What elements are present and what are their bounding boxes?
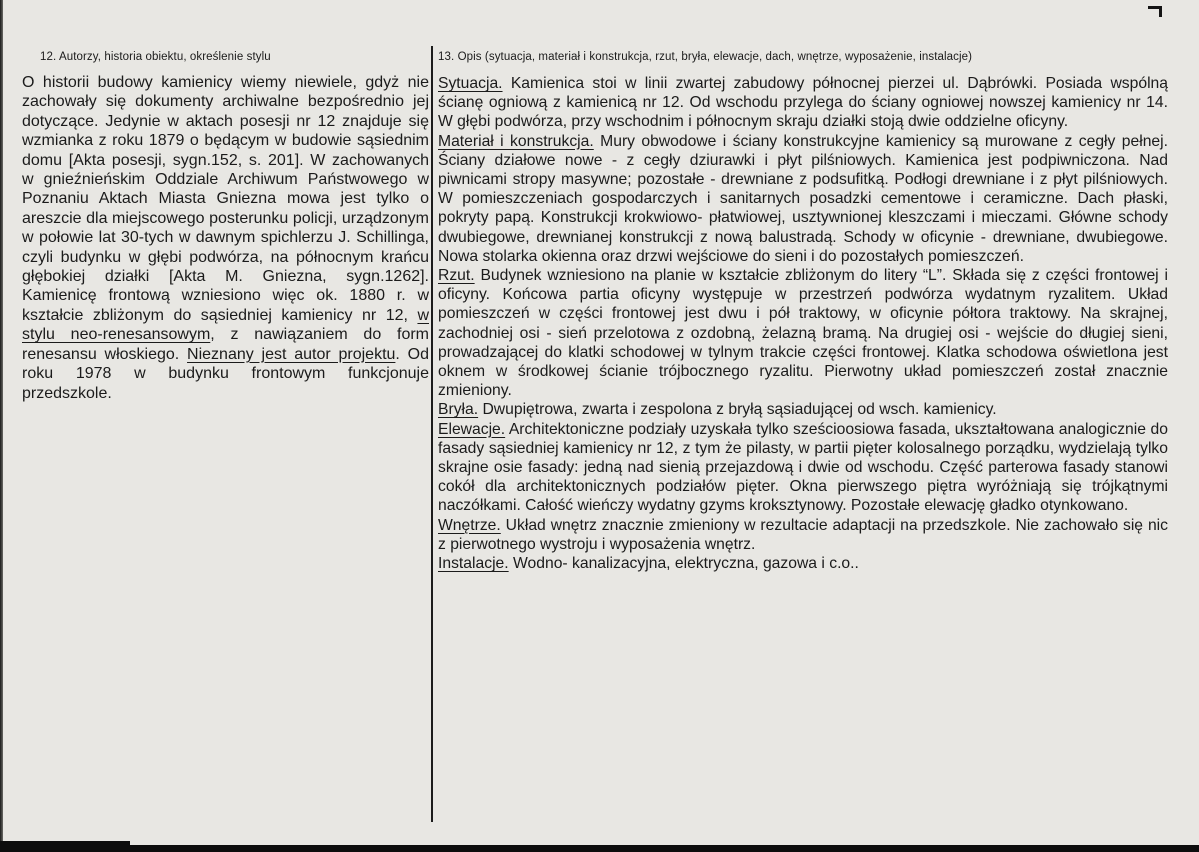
description-section — [438, 74, 1168, 132]
section-text: Architektoniczne podziały uzyskała tylko sześcioosiowa fasada, ukształtowana analogicznie do fasady sąsiedniej kamienicy nr 12, z tym że pilasty, w partii pięter kolosalnego porządku, wydzielają tylko skrajne osie fasady: jedną nad sienią przejazdową i dwie od wschodu. Część parterowa fasady stanowi cokół dla architektonicznych podziałów pięter. Okna pierwszego piętra wyróżniają się trójkątnymi naczółkami. Całość wieńczy wydatny gzyms kroksztynowy. Pozostałe elewację gładko otynkowano. — [438, 420, 1168, 515]
description-section — [438, 132, 1168, 266]
section-label: Wnętrze. — [438, 516, 501, 534]
section-label: Materiał i konstrukcja. — [438, 132, 594, 150]
section-12-header: 12. Autorzy, historia obiektu, określenie stylu — [40, 51, 271, 63]
section-13-header: 13. Opis (sytuacja, materiał i konstrukcja, rzut, bryła, elewacje, dach, wnętrze, wyposażenie, instalacje) — [438, 51, 973, 63]
description-section — [438, 516, 1168, 554]
section-label: Elewacje. — [438, 420, 506, 438]
text-segment: , z nawiązaniem do form renesansu włoskiego. — [22, 326, 430, 363]
section-label: Bryła. — [438, 401, 479, 419]
scan-edge-bottom — [0, 845, 1199, 852]
section-text: Układ wnętrz znacznie zmieniony w rezultacie adaptacji na przedszkole. Nie zachowało się nic z pierwotnego wystroju i wyposażenia wnętrz. — [438, 516, 1168, 553]
scan-edge-bottom-left — [0, 841, 130, 852]
text-segment: O historii budowy kamienicy wiemy niewiele, gdyż nie zachowały się dokumenty archiwalne bezpośrednio jej dotyczące. Jedynie w aktach posesji nr 12 znajduje się wzmianka z roku 1879 o będącym w budowie sąsiednim domu [Akta posesji, sygn.152, s. 201]. W zachowanych w gnieźnieńskim Oddziale Archiwum Państwowego w Poznaniu Aktach Miasta Gniezna mowa jest tylko o areszcie dla miejscowego posterunku policji, urządzonym w połowie lat 30-tych w dawnym spichlerzu J. Schillinga, czyli budynku w głębi podwórza, na północnym krańcu głębokiej działki [Akta M. Gniezna, sygn.1262]. Kamienicę frontową wzniesiono więc ok. 1880 r. w kształcie zbliżonym do sąsiedniej kamienicy nr 12, — [22, 74, 429, 324]
section-text: Wodno- kanalizacyjna, elektryczna, gazowa i c.o.. — [508, 555, 859, 573]
description-section — [438, 266, 1168, 400]
crop-corner-mark — [1148, 6, 1162, 17]
section-label: Instalacje. — [438, 555, 509, 573]
description-section — [438, 400, 1168, 419]
section-text: Kamienica stoi w linii zwartej zabudowy północnej pierzei ul. Dąbrówki. Posiada wspólną ścianę ogniową z kamienicą nr 12. Od wschodu przylega do ściany ogniowej nowszej kamienicy nr 14. W głębi podwórza, przy wschodnim i północnym skraju działki stoją dwie oddzielne oficyny. — [438, 75, 1168, 131]
section-text: Mury obwodowe i ściany konstrukcyjne kamienicy są murowane z cegły pełnej. Ściany działowe nowe - z cegły dziurawki i płyt pilśniowych. Kamienica jest podpiwniczona. Nad piwnicami stropy masywne; pozostałe - drewniane z podsufitką. Podłogi drewniane i z płyt pilśniowych. W pomieszczeniach gospodarczych i sanitarnych posadzki cementowe i ceramiczne. Dach płaski, pokryty papą. Konstrukcji krokwiowo- płatwiowej, usztywnionej kleszczami i mieczami. Główne schody dwubiegowe, drewnianej konstrukcji z nową balustradą. Schody w oficynie - drewniane, dwubiegowe. Nowa stolarka okienna oraz drzwi wejściowe do sieni i do pozostałych pomieszczeń. — [438, 132, 1169, 265]
section-label: Sytuacja. — [438, 75, 503, 92]
column-divider-line — [431, 46, 433, 822]
underlined-phrase: Nieznany jest autor projektu — [187, 345, 396, 363]
text-segment: . Od roku 1978 w budynku frontowym funkcjonuje przedszkole. — [22, 345, 430, 402]
section-12-column — [22, 51, 429, 403]
section-text: Budynek wzniesiono na planie w kształcie zbliżonym do litery “L”. Składa się z części frontowej i oficyny. Końcowa partia oficyny występuje w przestrzeń podwórza wydatnym ryzalitem. Układ pomieszczeń w części frontowej jest dwu i pół traktowy, w oficynie półtora traktowy. Na skrajnej, zachodniej osi - sień przelotowa z ozdobną, żelazną bramą. Na drugiej osi - wejście do długiej sieni, prowadzającej do klatki schodowej w tylnym trakcie części frontowej. Klatka schodowa oświetlona jest oknem w środkowej ścianie trójbocznego ryzalitu. Pierwotny układ pomieszczeń został znacznie zmieniony. — [438, 267, 1168, 400]
section-text: Dwupiętrowa, zwarta i zespolona z bryłą sąsiadującej od wsch. kamienicy. — [478, 401, 997, 419]
underlined-phrase: w stylu neo-renesansowym — [22, 306, 429, 344]
section-13-description-text — [438, 74, 1168, 573]
section-label: Rzut. — [438, 267, 475, 285]
section-13-column — [438, 51, 1168, 573]
scan-edge-left — [0, 0, 3, 852]
description-section — [438, 554, 1168, 573]
section-12-history-text — [22, 73, 429, 403]
description-section — [438, 420, 1168, 516]
